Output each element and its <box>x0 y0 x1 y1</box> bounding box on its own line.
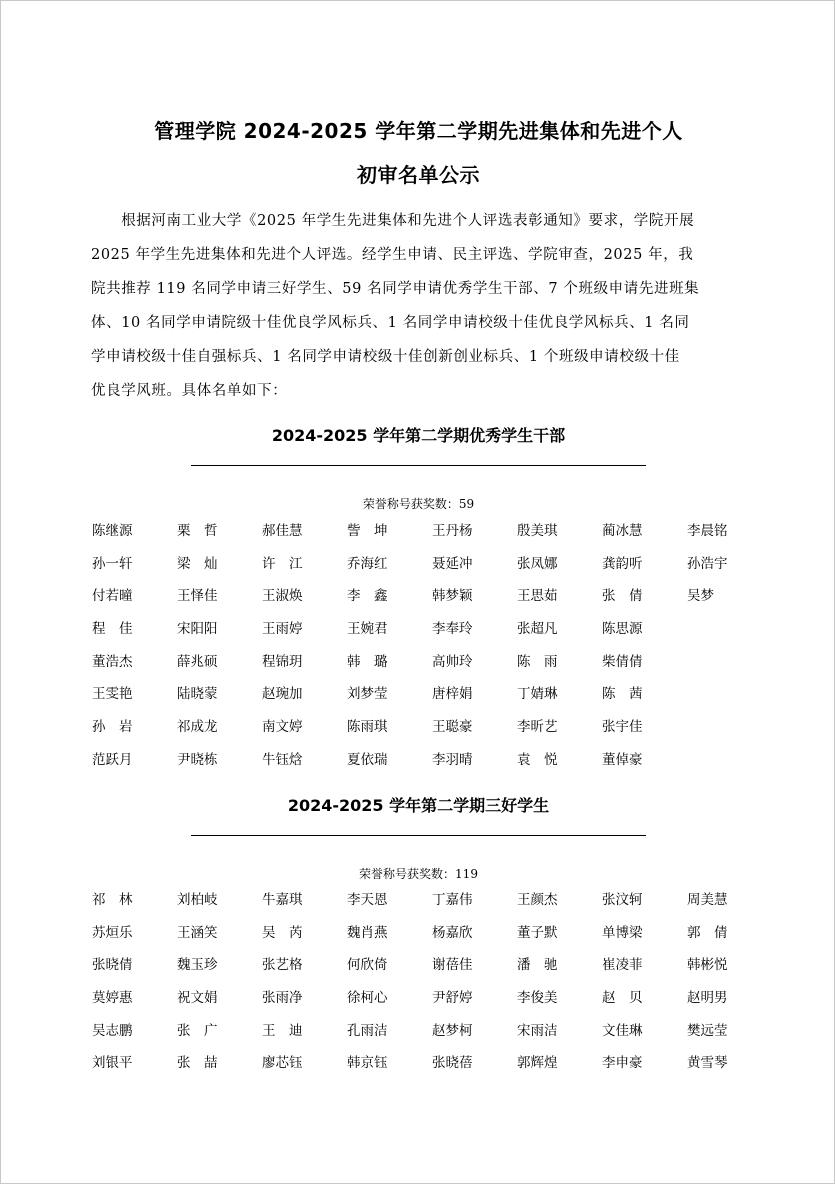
section-title-merit-students: 2024-2025 学年第二学期三好学生 <box>287 796 550 815</box>
student-name: 王涵笑 <box>177 924 218 941</box>
student-name: 崔凌菲 <box>602 957 643 974</box>
student-name: 张宇佳 <box>602 719 643 736</box>
student-name: 王雯艳 <box>92 686 133 703</box>
student-name: 董浩杰 <box>92 653 133 670</box>
name-row <box>92 521 772 554</box>
student-name: 许 江 <box>262 555 303 572</box>
name-row <box>92 750 772 783</box>
student-name: 张超凡 <box>517 621 558 638</box>
document-subtitle: 初审名单公示 <box>357 163 480 187</box>
student-name: 陈继源 <box>92 523 133 539</box>
name-row <box>92 554 772 587</box>
section-divider <box>191 465 646 466</box>
section-title-cadres: 2024-2025 学年第二学期优秀学生干部 <box>271 426 566 445</box>
student-name: 李晨铭 <box>687 523 728 539</box>
student-name: 李奉玲 <box>432 621 473 638</box>
name-row <box>92 1021 772 1054</box>
student-name: 孙 岩 <box>92 719 133 736</box>
student-name: 王颜杰 <box>517 892 558 908</box>
student-name: 蔺冰慧 <box>602 523 643 539</box>
student-name: 刘柏岐 <box>177 892 218 908</box>
student-name: 赵梦柯 <box>432 1022 473 1039</box>
student-name: 陈 雨 <box>517 653 558 670</box>
student-name: 谢蓓佳 <box>432 957 473 974</box>
student-name: 韩梦颖 <box>432 588 473 605</box>
name-row <box>92 1053 772 1086</box>
student-name: 魏玉珍 <box>177 957 218 974</box>
student-name: 牛钰焓 <box>262 751 303 768</box>
student-name: 苏烜乐 <box>92 924 133 941</box>
student-name: 张汶轲 <box>602 892 643 908</box>
student-name: 吴梦 <box>687 588 714 605</box>
student-name: 李申豪 <box>602 1055 643 1072</box>
student-name: 魏肖燕 <box>347 924 388 941</box>
name-row <box>92 955 772 988</box>
student-name: 张雨净 <box>262 990 303 1007</box>
student-name: 聂延冲 <box>432 555 473 572</box>
student-name: 殷美琪 <box>517 523 558 539</box>
student-name: 韩京钰 <box>347 1055 388 1072</box>
student-name: 李俊美 <box>517 990 558 1007</box>
student-name: 祁 林 <box>92 892 133 908</box>
student-name: 牛嘉琪 <box>262 892 303 908</box>
student-name: 宋雨洁 <box>517 1022 558 1039</box>
student-name: 乔海红 <box>347 555 388 572</box>
student-name: 王 迪 <box>262 1022 303 1039</box>
student-name: 孙浩宇 <box>687 555 728 572</box>
student-name: 丁婧琳 <box>517 686 558 703</box>
student-name: 薛兆硕 <box>177 653 218 670</box>
student-name: 郝佳慧 <box>262 523 303 539</box>
student-name: 张凤娜 <box>517 555 558 572</box>
student-name: 程 佳 <box>92 621 133 638</box>
student-name: 杨嘉欣 <box>432 924 473 941</box>
name-grid-cadres <box>92 521 772 783</box>
student-name: 董子默 <box>517 924 558 941</box>
student-name: 龚韵听 <box>602 555 643 572</box>
intro-line: 根据河南工业大学《2025 年学生先进集体和先进个人评选表彰通知》要求，学院开展 <box>91 213 695 229</box>
student-name: 张晓倩 <box>92 957 133 974</box>
student-name: 张 喆 <box>177 1055 218 1072</box>
name-row <box>92 923 772 956</box>
name-row <box>92 652 772 685</box>
intro-line: 体、10 名同学申请院级十佳优良学风标兵、1 名同学申请校级十佳优良学风标兵、1 名同 <box>91 315 690 331</box>
name-row <box>92 619 772 652</box>
student-name: 赵 贝 <box>602 990 643 1007</box>
student-name: 张 广 <box>177 1022 218 1039</box>
student-name: 单博梁 <box>602 924 643 941</box>
student-name: 王淑焕 <box>262 588 303 605</box>
student-name: 尹舒婷 <box>432 990 473 1007</box>
student-name: 陈思源 <box>602 621 643 638</box>
student-name: 孙一轩 <box>92 555 133 572</box>
student-name: 王思茹 <box>517 588 558 605</box>
student-name: 周美慧 <box>687 892 728 908</box>
student-name: 祁成龙 <box>177 719 218 736</box>
student-name: 郭辉煌 <box>517 1055 558 1072</box>
name-row <box>92 890 772 923</box>
student-name: 张艺格 <box>262 957 303 974</box>
intro-line: 2025 年学生先进集体和先进个人评选。经学生申请、民主评选、学院审查，2025 年，我 <box>91 247 694 263</box>
student-name: 刘梦莹 <box>347 686 388 703</box>
student-name: 董倬豪 <box>602 751 643 768</box>
student-name: 潘 驰 <box>517 957 558 974</box>
student-name: 夏依瑞 <box>347 751 388 768</box>
student-name: 徐柯心 <box>347 990 388 1007</box>
student-name: 王丹杨 <box>432 523 473 539</box>
award-count-cadres: 荣誉称号获奖数：59 <box>362 497 475 511</box>
student-name: 訾 坤 <box>347 523 388 539</box>
student-name: 赵明男 <box>687 990 728 1007</box>
student-name: 祝文娟 <box>177 990 218 1007</box>
student-name: 王怿佳 <box>177 588 218 605</box>
intro-line: 学申请校级十佳自强标兵、1 名同学申请校级十佳创新创业标兵、1 个班级申请校级十佳 <box>91 349 680 365</box>
student-name: 韩彬悦 <box>687 957 728 974</box>
student-name: 袁 悦 <box>517 751 558 768</box>
student-name: 付若曈 <box>92 588 133 605</box>
student-name: 张 倩 <box>602 588 643 605</box>
student-name: 尹晓栋 <box>177 751 218 768</box>
student-name: 丁嘉伟 <box>432 892 473 908</box>
student-name: 莫婷惠 <box>92 990 133 1007</box>
section-divider <box>191 835 646 836</box>
student-name: 李天恩 <box>347 892 388 908</box>
name-grid-merit-students <box>92 890 772 1086</box>
student-name: 吴 芮 <box>262 924 303 941</box>
student-name: 何欣倚 <box>347 957 388 974</box>
student-name: 张晓蓓 <box>432 1055 473 1072</box>
student-name: 柴倩倩 <box>602 653 643 670</box>
student-name: 高帅玲 <box>432 653 473 670</box>
student-name: 陈雨琪 <box>347 719 388 736</box>
student-name: 王聪豪 <box>432 719 473 736</box>
student-name: 韩 璐 <box>347 653 388 670</box>
student-name: 宋阳阳 <box>177 621 218 638</box>
student-name: 陈 茜 <box>602 686 643 703</box>
student-name: 郭 倩 <box>687 924 728 941</box>
student-name: 李羽晴 <box>432 751 473 768</box>
student-name: 李 鑫 <box>347 588 388 605</box>
student-name: 文佳琳 <box>602 1022 643 1039</box>
student-name: 唐梓娟 <box>432 686 473 703</box>
intro-line: 院共推荐 119 名同学申请三好学生、59 名同学申请优秀学生干部、7 个班级申请先进班集 <box>91 281 700 297</box>
intro-paragraph <box>91 204 744 408</box>
student-name: 樊远莹 <box>687 1022 728 1039</box>
student-name: 栗 哲 <box>177 523 218 539</box>
student-name: 梁 灿 <box>177 555 218 572</box>
student-name: 吴志鹏 <box>92 1022 133 1039</box>
student-name: 王雨婷 <box>262 621 303 638</box>
student-name: 王婉君 <box>347 621 388 638</box>
award-count-merit-students: 荣誉称号获奖数：119 <box>359 867 478 881</box>
name-row <box>92 988 772 1021</box>
student-name: 李昕艺 <box>517 719 558 736</box>
student-name: 刘银平 <box>92 1055 133 1072</box>
student-name: 范跃月 <box>92 751 133 768</box>
student-name: 陆晓蒙 <box>177 686 218 703</box>
intro-line: 优良学风班。具体名单如下： <box>91 383 288 399</box>
name-row <box>92 586 772 619</box>
student-name: 廖芯钰 <box>262 1055 303 1072</box>
document-title: 管理学院 2024-2025 学年第二学期先进集体和先进个人 <box>154 119 683 143</box>
student-name: 南文婷 <box>262 719 303 736</box>
student-name: 赵琬加 <box>262 686 303 703</box>
student-name: 孔雨洁 <box>347 1022 388 1039</box>
student-name: 黄雪琴 <box>687 1055 728 1072</box>
name-row <box>92 684 772 717</box>
student-name: 程锦玥 <box>262 653 303 670</box>
name-row <box>92 717 772 750</box>
